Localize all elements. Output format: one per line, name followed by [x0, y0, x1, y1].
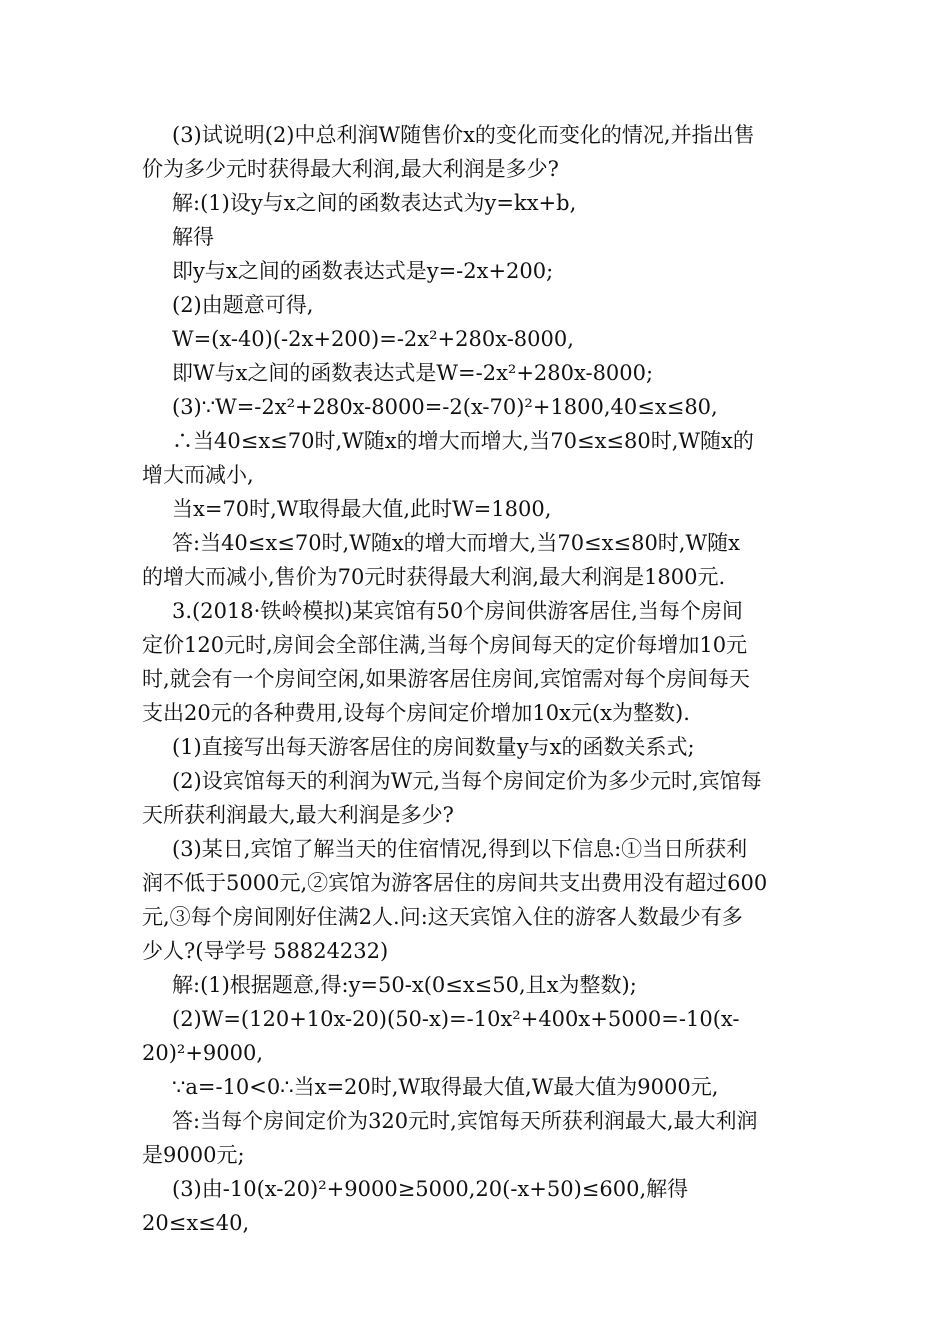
text-line: (2)W=(120+10x-20)(50-x)=-10x²+400x+5000=-10(x- — [172, 1007, 740, 1031]
text-line: 答:当每个房间定价为320元时,宾馆每天所获利润最大,最大利润 — [172, 1109, 758, 1133]
text-line: 天所获利润最大,最大利润是多少? — [142, 803, 454, 827]
text-line: 20≤x≤40, — [142, 1211, 250, 1235]
text-line: (3)∵W=-2x²+280x-8000=-2(x-70)²+1800,40≤x≤80, — [172, 395, 718, 419]
text-line: 当x=70时,W取得最大值,此时W=1800, — [172, 497, 552, 521]
text-line: 支出20元的各种费用,设每个房间定价增加10x元(x为整数). — [142, 701, 690, 725]
text-line: 润不低于5000元,②宾馆为游客居住的房间共支出费用没有超过600 — [142, 871, 768, 895]
text-line: 增大而减小, — [142, 463, 254, 487]
text-line: 价为多少元时获得最大利润,最大利润是多少? — [142, 157, 559, 181]
text-line: (1)直接写出每天游客居住的房间数量y与x的函数关系式; — [172, 735, 695, 759]
text-line: 定价120元时,房间会全部住满,当每个房间每天的定价每增加10元 — [142, 633, 748, 657]
text-line: ∵a=-10<0∴当x=20时,W取得最大值,W最大值为9000元, — [172, 1075, 719, 1099]
text-line: 是9000元; — [142, 1143, 245, 1167]
text-line: 答:当40≤x≤70时,W随x的增大而增大,当70≤x≤80时,W随x — [172, 531, 740, 555]
text-line: 3.(2018·铁岭模拟)某宾馆有50个房间供游客居住,当每个房间 — [172, 599, 743, 623]
text-line: (2)由题意可得, — [172, 293, 314, 317]
text-line: 即y与x之间的函数表达式是y=-2x+200; — [172, 259, 554, 283]
text-line: (2)设宾馆每天的利润为W元,当每个房间定价为多少元时,宾馆每 — [172, 769, 762, 793]
text-line: 解:(1)根据题意,得:y=50-x(0≤x≤50,且x为整数); — [172, 973, 637, 997]
text-line: 20)²+9000, — [142, 1041, 264, 1065]
text-line: 即W与x之间的函数表达式是W=-2x²+280x-8000; — [172, 361, 654, 385]
text-line: 少人?(导学号 58824232) — [142, 939, 389, 963]
text-line: 解:(1)设y与x之间的函数表达式为y=kx+b, — [172, 191, 577, 215]
text-line: 解得 — [172, 225, 214, 249]
text-line: (3)某日,宾馆了解当天的住宿情况,得到以下信息:①当日所获利 — [172, 837, 748, 861]
text-line: ∴当40≤x≤70时,W随x的增大而增大,当70≤x≤80时,W随x的 — [172, 429, 754, 453]
text-line: W=(x-40)(-2x+200)=-2x²+280x-8000, — [172, 327, 574, 351]
text-line: 的增大而减小,售价为70元时获得最大利润,最大利润是1800元. — [142, 565, 726, 589]
text-line: 元,③每个房间刚好住满2人.问:这天宾馆入住的游客人数最少有多 — [142, 905, 743, 929]
text-line: 时,就会有一个房间空闲,如果游客居住房间,宾馆需对每个房间每天 — [142, 667, 751, 691]
text-line: (3)由-10(x-20)²+9000≥5000,20(-x+50)≤600,解得 — [172, 1177, 689, 1201]
text-line: (3)试说明(2)中总利润W随售价x的变化而变化的情况,并指出售 — [172, 123, 755, 147]
